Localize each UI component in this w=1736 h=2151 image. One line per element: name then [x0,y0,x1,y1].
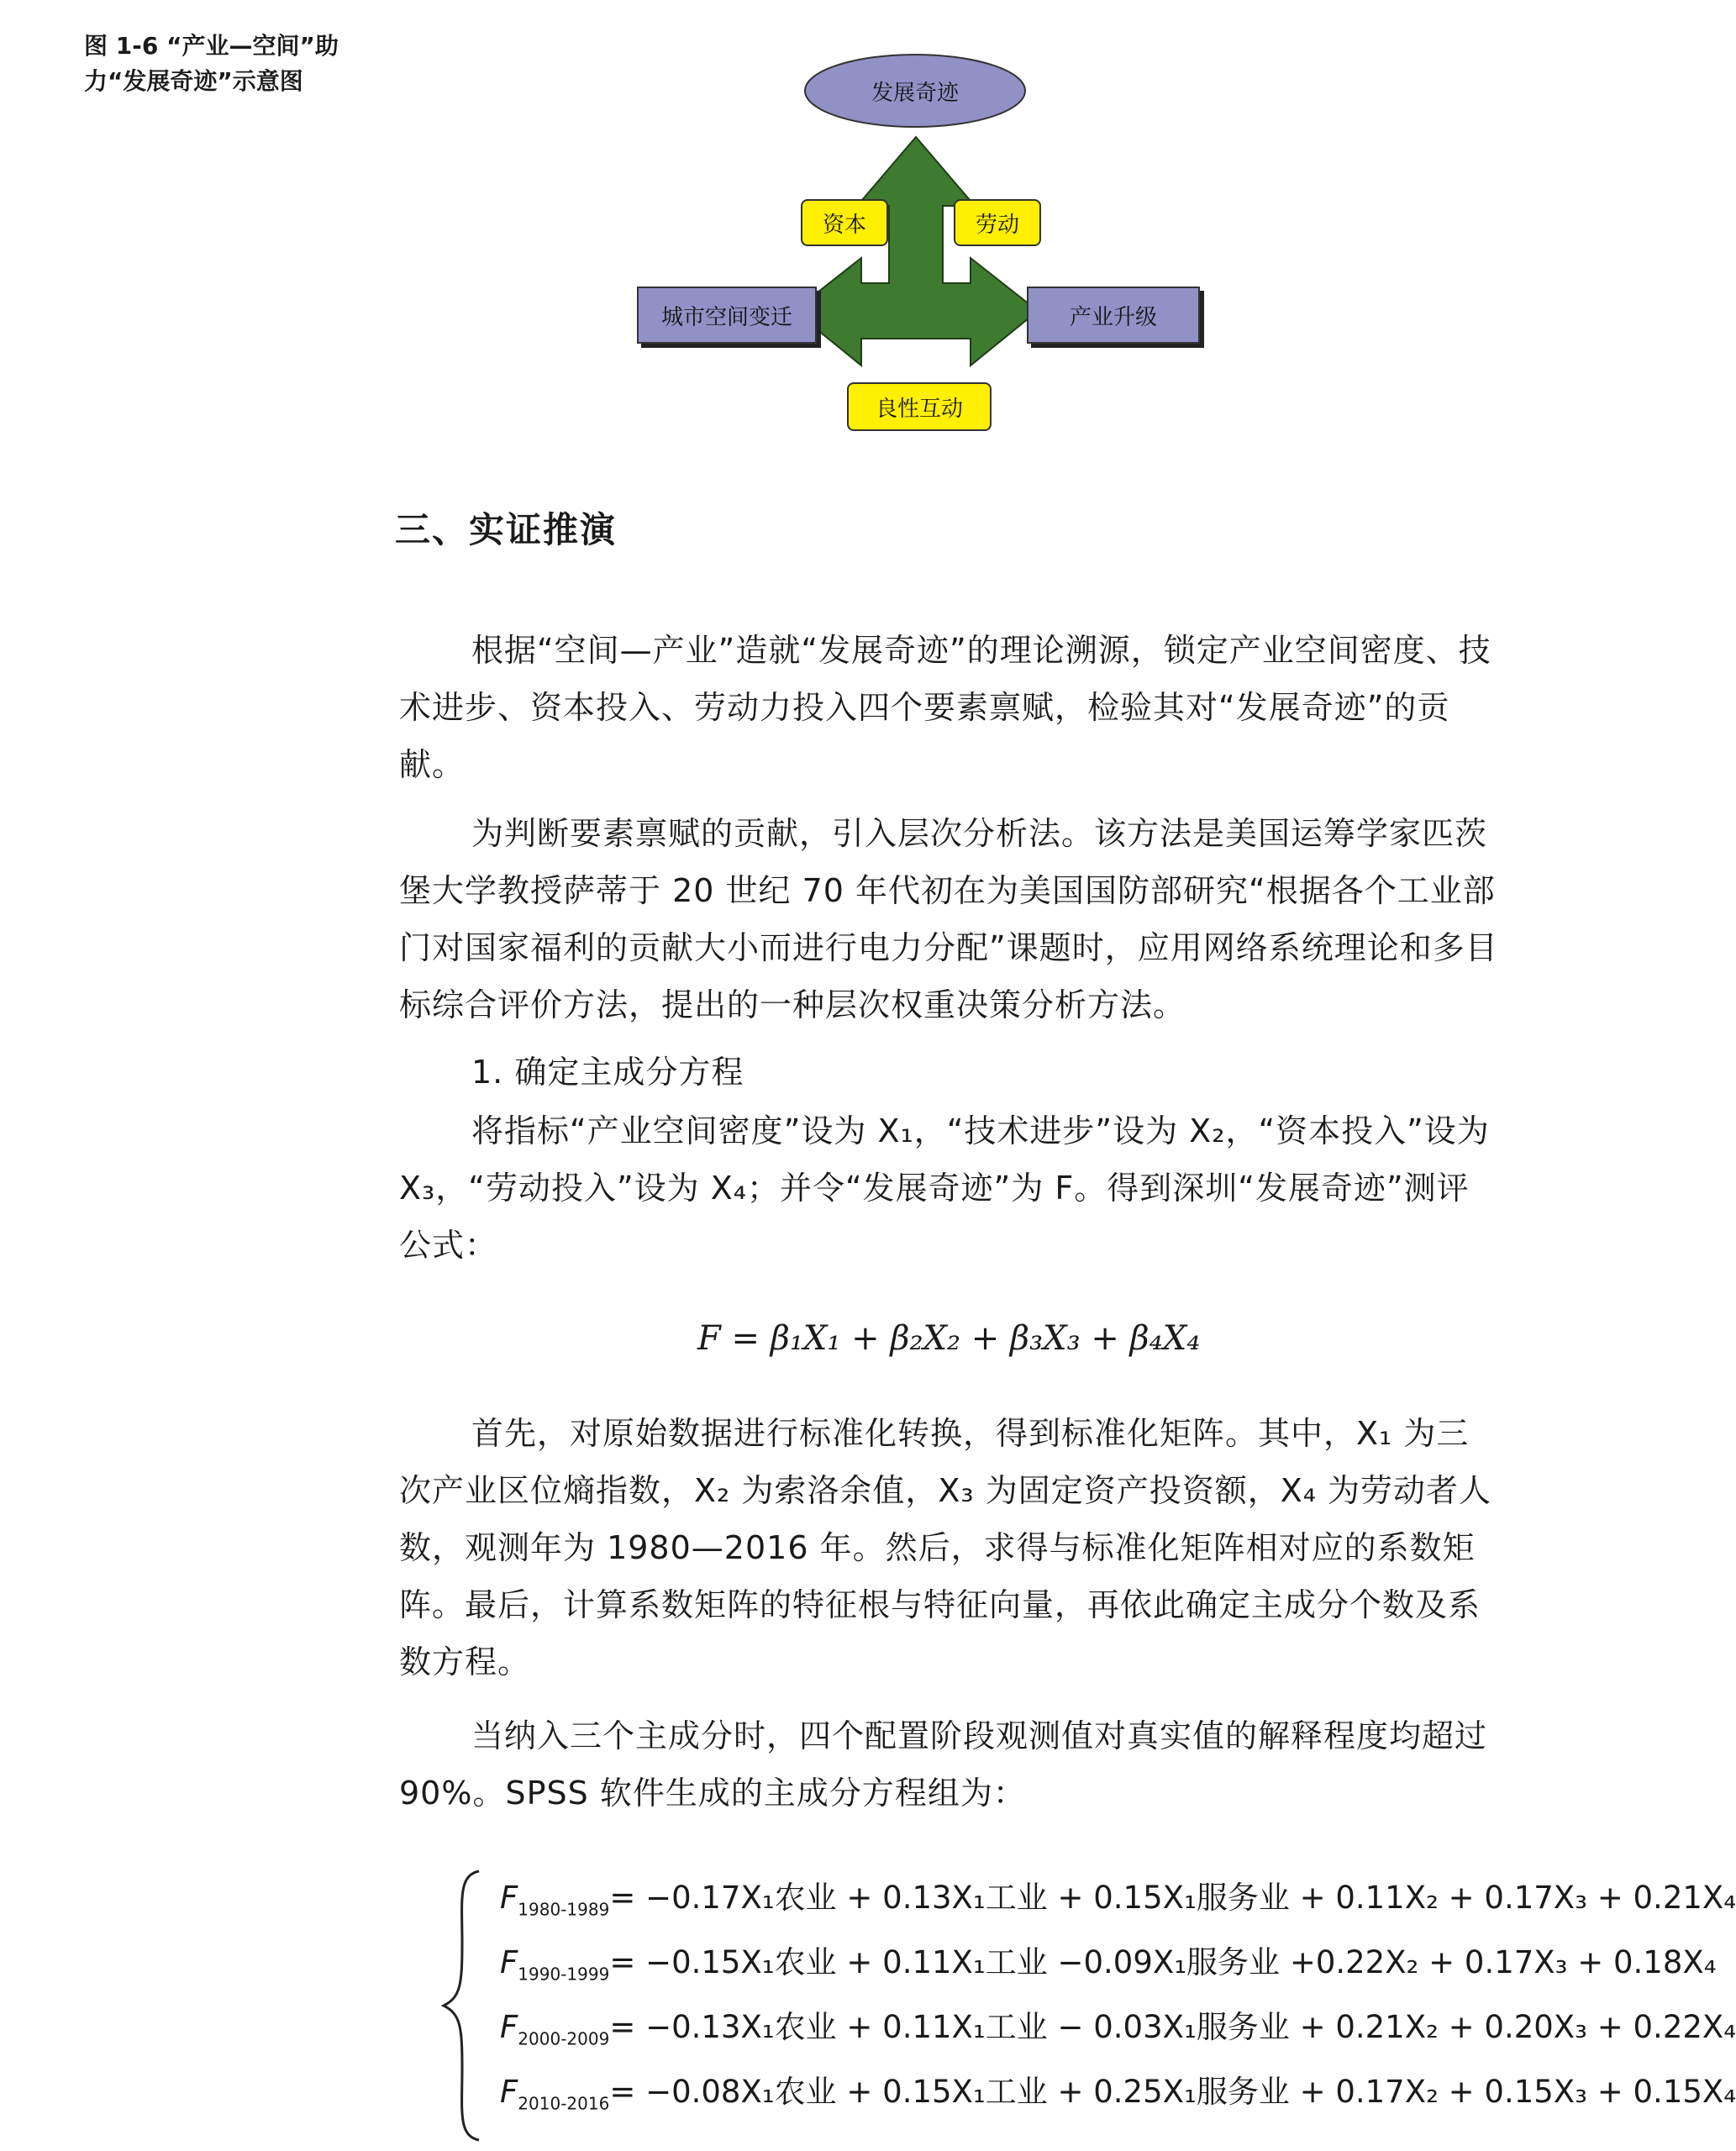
benign-interaction-label: 良性互动 [847,382,992,431]
left-brace [437,1867,487,2144]
industry-upgrade-label: 产业升级 [1027,287,1200,344]
equation-1: $F_{1980-1989}= -0.17X_1$农业 + 0.13X₁工业 + 0.15X₁服务业 + 0.11X₂ + 0.17X₃ + 0.21X₄ [500,1880,1736,1920]
diagram [622,38,1210,450]
three-way-arrow [794,137,1038,366]
paragraph-2: 为判断要素禀赋的贡献，引入层次分析法。该方法是美国运筹学家匹茨堡大学教授萨蒂于 20 世纪 70 年代初在为美国国防部研究“根据各个工业部门对国家福利的贡献大小而进行电力分配”课题时，应用网络系统理论和多目标综合评价方法，提出的一种层次权重决策分析方法。 [399,815,1498,1023]
equation-4: $F_{2010-2016}= -0.08X_1$农业 + 0.15X₁工业 + 0.25X₁服务业 + 0.17X₂ + 0.15X₃ + 0.15X₄ [500,2074,1736,2114]
paragraph-1: 根据“空间—产业”造就“发展奇迹”的理论溯源，锁定产业空间密度、技术进步、资本投入、劳动力投入四个要素禀赋，检验其对“发展奇迹”的贡献。 [399,632,1491,783]
paragraph-4: 首先，对原始数据进行标准化转换，得到标准化矩阵。其中，X₁ 为三次产业区位熵指数，X₂ 为索洛余值，X₃ 为固定资产投资额，X₄ 为劳动者人数，观测年为 1980—2016 年。然后，求得与标准化矩阵相对应的系数矩阵。最后，计算系数矩阵的特征根与特征向量，再依此确定主成分个数及系数方程。 [399,1415,1492,1680]
figure-caption: 图 1-6 “产业—空间”助力“发展奇迹”示意图 [84,32,339,95]
paragraph-5: 当纳入三个主成分时，四个配置阶段观测值对真实值的解释程度均超过 90%。SPSS 软件生成的主成分方程组为： [399,1717,1488,1812]
equation-2: $F_{1990-1999}= -0.15X_1$农业 + 0.11X₁工业 −0.09X₁服务业 +0.22X₂ + 0.17X₃ + 0.18X₄ [500,1944,1717,1985]
evaluation-formula: F = β₁X₁ + β₂X₂ + β₃X₃ + β₄X₄ [697,1319,1201,1358]
equation-3: $F_{2000-2009}= -0.13X_1$农业 + 0.11X₁工业 − 0.03X₁服务业 + 0.21X₂ + 0.20X₃ + 0.22X₄ [500,2009,1736,2049]
urban-space-label: 城市空间变迁 [637,287,817,344]
development-miracle-label: 发展奇迹 [871,80,959,106]
subsection-title: 1. 确定主成分方程 [471,1054,744,1091]
paragraph-3: 将指标“产业空间密度”设为 X₁，“技术进步”设为 X₂，“资本投入”设为 X₃，“劳动投入”设为 X₄；并令“发展奇迹”为 F。得到深圳“发展奇迹”测评公式： [399,1112,1490,1264]
labor-label: 劳动 [954,199,1041,246]
section-heading: 三、实证推演 [395,509,618,550]
capital-label: 资本 [801,199,888,246]
